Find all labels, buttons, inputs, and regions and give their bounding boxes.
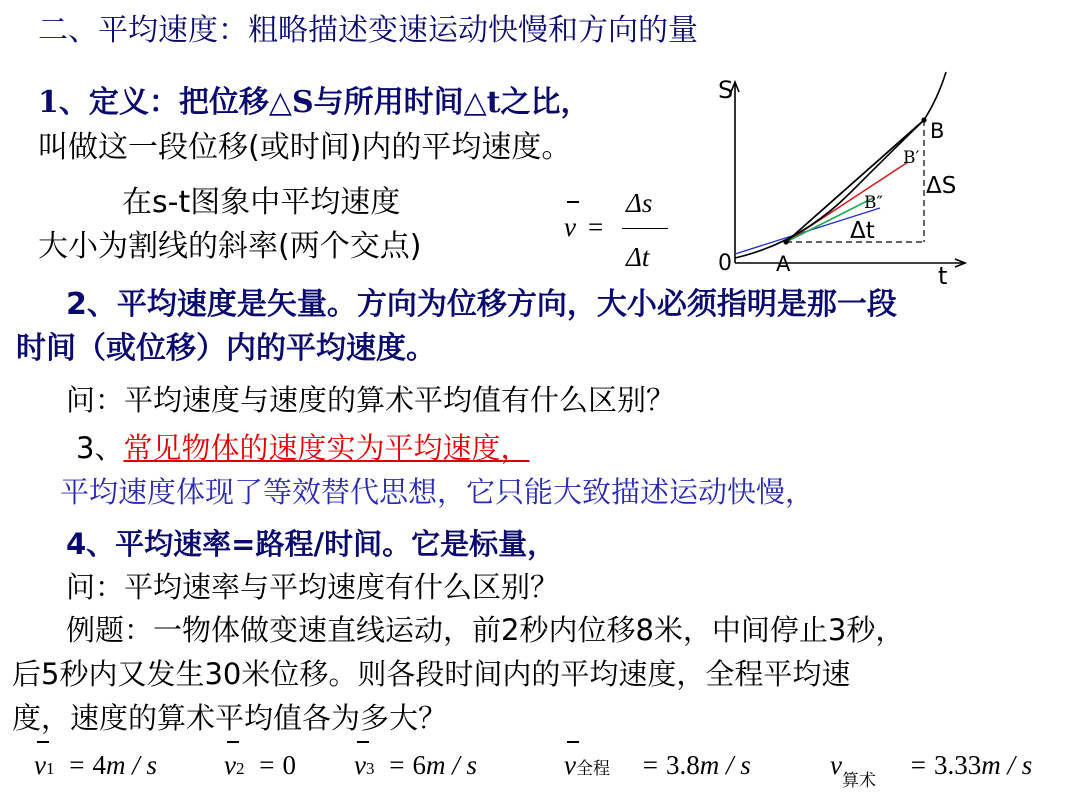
definition-line-1: 1、定义：把位移△S与所用时间△t之比， bbox=[38, 85, 591, 120]
answer-v-arithmetic: $v_{算术} = 3.33m / s$ bbox=[830, 750, 1033, 790]
question-2: 问：平均速率与平均速度有什么区别？ bbox=[66, 570, 560, 604]
graph-delta-t: Δt bbox=[850, 218, 875, 244]
question-1: 问：平均速度与速度的算术平均值有什么区别？ bbox=[66, 383, 676, 417]
st-graph bbox=[710, 68, 970, 288]
point3-text: 常见物体的速度实为平均速度， bbox=[123, 431, 530, 465]
answer-v1: v1 = 4m / s bbox=[34, 750, 157, 780]
v1-bar bbox=[37, 741, 49, 743]
graph-s-label: S bbox=[718, 76, 734, 104]
formula-equals: = bbox=[588, 212, 604, 242]
v-total-bar bbox=[567, 741, 579, 743]
graph-origin-label: 0 bbox=[718, 251, 732, 276]
graph-point-a: A bbox=[776, 252, 791, 276]
point3-number: 3、 bbox=[76, 431, 124, 465]
point2-line-2: 时间（或位移）内的平均速度。 bbox=[16, 331, 436, 366]
point3-line-2: 平均速度体现了等效替代思想，它只能大致描述运动快慢， bbox=[60, 475, 815, 509]
st-graph-note-line-2: 大小为割线的斜率(两个交点) bbox=[38, 229, 422, 264]
point2-line-1: 2、平均速度是矢量。方向为位移方向，大小必须指明是那一段 bbox=[66, 287, 897, 322]
graph-delta-s: ΔS bbox=[926, 173, 957, 199]
answer-v3: v3 = 6m / s bbox=[354, 750, 477, 780]
v3-bar bbox=[357, 741, 369, 743]
answer-v-total: v全程 = 3.8m / s bbox=[564, 750, 751, 780]
st-graph-note-line-1: 在s-t图象中平均速度 bbox=[122, 185, 401, 220]
formula-denominator: Δt bbox=[626, 242, 650, 272]
graph-t-label: t bbox=[938, 262, 948, 288]
definition-line-2: 叫做这一段位移(或时间)内的平均速度。 bbox=[38, 130, 572, 165]
v2-bar bbox=[227, 741, 239, 743]
example-line-3: 度，速度的算术平均值各为多大？ bbox=[12, 701, 448, 735]
formula-fraction-bar bbox=[622, 228, 668, 229]
graph-point-b: B bbox=[930, 119, 945, 143]
graph-point-b-double-prime: B″ bbox=[864, 193, 883, 213]
graph-point-b-prime: B′ bbox=[903, 148, 920, 168]
point4: 4、平均速率=路程/时间。它是标量， bbox=[66, 527, 557, 561]
example-line-2: 后5秒内又发生30米位移。则各段时间内的平均速度，全程平均速 bbox=[12, 657, 851, 691]
formula-v: v bbox=[564, 212, 576, 242]
answer-v2: v2 = 0 bbox=[224, 750, 296, 780]
point3-line-1 bbox=[76, 432, 529, 465]
formula-numerator: Δs bbox=[626, 188, 653, 218]
v-bar bbox=[567, 201, 579, 203]
example-line-1: 例题：一物体做变速直线运动，前2秒内位移8米，中间停止3秒， bbox=[66, 613, 905, 647]
page-heading: 二、平均速度：粗略描述变速运动快慢和方向的量 bbox=[38, 13, 698, 48]
